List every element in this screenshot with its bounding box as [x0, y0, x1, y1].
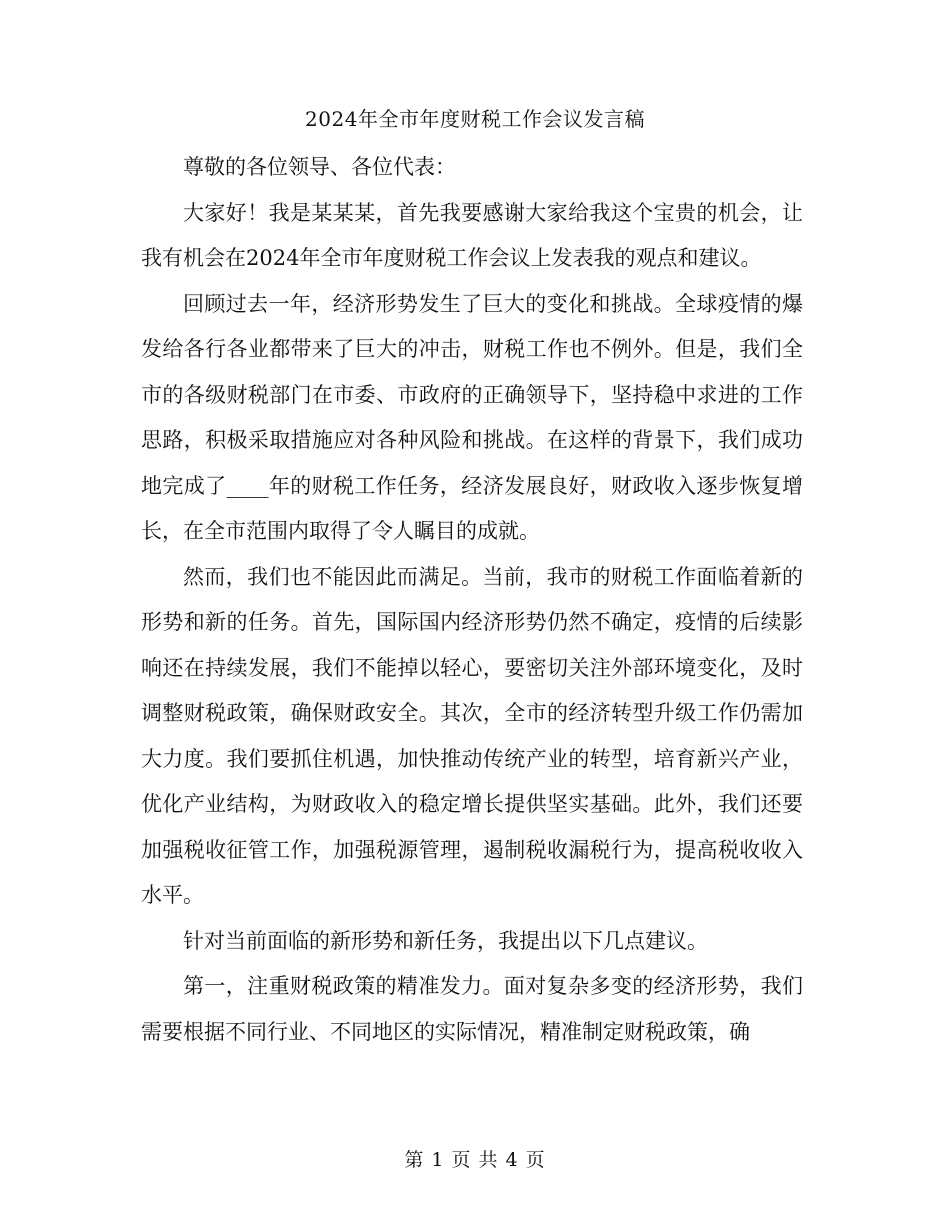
body-paragraph: 第一，注重财税政策的精准发力。面对复杂多变的经济形势，我们需要根据不同行业、不同地区的实际情况，精准制定财税政策，确 [141, 974, 803, 1044]
body-paragraph: 针对当前面临的新形势和新任务，我提出以下几点建议。 [183, 928, 708, 953]
document-title: 2024年全市年度财税工作会议发言稿 [305, 107, 645, 131]
body-paragraph: 大家好！我是某某某，首先我要感谢大家给我这个宝贵的机会，让我有机会在2024年全市年度财税工作会议上发表我的观点和建议。 [141, 200, 803, 270]
body-paragraph: 然而，我们也不能因此而满足。当前，我市的财税工作面临着新的形势和新的任务。首先，国际国内经济形势仍然不确定，疫情的后续影响还在持续发展，我们不能掉以轻心，要密切关注外部环境变化，及时调整财税政策，确保财政安全。其次，全市的经济转型升级工作仍需加大力度。我们要抓住机遇，加快推动传统产业的转型，培育新兴产业，优化产业结构，为财政收入的稳定增长提供坚实基础。此外，我们还要加强税收征管工作，加强税源管理，遏制税收漏税行为，提高税收收入水平。 [141, 564, 803, 907]
page-number-label: 第 1 页 共 4 页 [404, 1149, 546, 1171]
salutation-paragraph: 尊敬的各位领导、各位代表： [183, 155, 456, 179]
body-paragraph: 回顾过去一年，经济形势发生了巨大的变化和挑战。全球疫情的爆发给各行各业都带来了巨大的冲击，财税工作也不例外。但是，我们全市的各级财税部门在市委、市政府的正确领导下，坚持稳中求进的工作思路，积极采取措施应对各种风险和挑战。在这样的背景下，我们成功地完成了____年的财税工作任务，经济发展良好，财政收入逐步恢复增长，在全市范围内取得了令人瞩目的成就。 [141, 291, 803, 543]
document-body [141, 145, 803, 1055]
page-footer [0, 1145, 950, 1175]
